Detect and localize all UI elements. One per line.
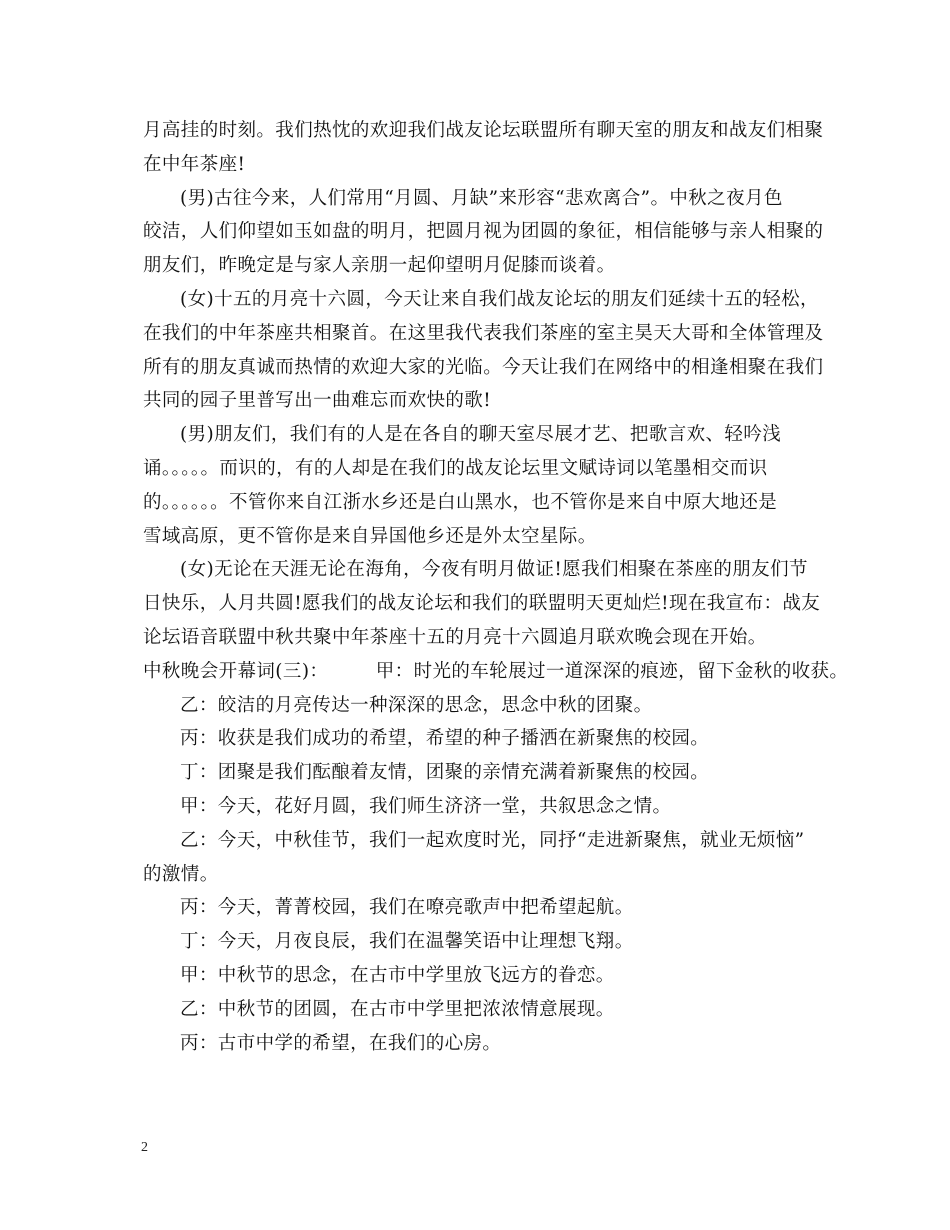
text-line: 论坛语音联盟中秋共聚中年茶座十五的月亮十六圆追月联欢晚会现在开始。 — [143, 626, 767, 648]
text-line: 日快乐，人月共圆!愿我们的战友论坛和我们的联盟明天更灿烂!现在我宣布：战友 — [143, 593, 821, 615]
text-line: 丙：古市中学的希望，在我们的心房。 — [180, 1032, 502, 1054]
text-line: 的激情。 — [143, 863, 219, 885]
text-line: (女)无论在天涯无论在海角，今夜有明月做证!愿我们相聚在茶座的朋友们节 — [180, 559, 808, 581]
text-line: 所有的朋友真诚而热情的欢迎大家的光临。今天让我们在网络中的相逢相聚在我们 — [143, 356, 824, 378]
text-line: 在我们的中年茶座共相聚首。在这里我代表我们茶座的室主昊天大哥和全体管理及 — [143, 322, 824, 344]
text-line: 诵。。。。。而识的，有的人却是在我们的战友论坛里文赋诗词以笔墨相交而识 — [143, 457, 768, 479]
text-line: 甲：中秋节的思念，在古市中学里放飞远方的眷恋。 — [180, 964, 615, 986]
document-body — [143, 114, 849, 1060]
text-line: 丁：团聚是我们酝酿着友情，团聚的亲情充满着新聚焦的校园。 — [180, 762, 710, 784]
page-number: 2 — [141, 1140, 148, 1155]
text-line: 共同的园子里普写出一曲难忘而欢快的歌! — [143, 390, 492, 412]
text-line: 乙：皎洁的月亮传达一种深深的思念，思念中秋的团聚。 — [180, 694, 653, 716]
text-line: 中秋晚会开幕词(三)： 甲：时光的车轮展过一道深深的痕迹，留下金秋的收获。 — [143, 660, 849, 682]
text-line: (女)十五的月亮十六圆，今天让来自我们战友论坛的朋友们延续十五的轻松， — [180, 288, 819, 310]
text-line: 月高挂的时刻。我们热忱的欢迎我们战友论坛联盟所有聊天室的朋友和战友们相聚 — [143, 120, 824, 141]
text-line: 朋友们，昨晚定是与家人亲朋一起仰望明月促膝而谈着。 — [143, 255, 616, 277]
text-line: 甲：今天，花好月圆，我们师生济济一堂，共叙思念之情。 — [180, 795, 672, 817]
text-line: 丙：收获是我们成功的希望，希望的种子播洒在新聚焦的校园。 — [180, 728, 710, 750]
text-line: (男)朋友们，我们有的人是在各自的聊天室尽展才艺、把歌言欢、轻吟浅 — [180, 424, 782, 446]
text-line: 雪域高原，更不管你是来自异国他乡还是外太空星际。 — [143, 525, 597, 547]
text-line: 乙：中秋节的团圆，在古市中学里把浓浓情意展现。 — [180, 998, 615, 1020]
text-line: 丙：今天，菁菁校园，我们在嘹亮歌声中把希望起航。 — [180, 897, 634, 919]
text-line: 丁：今天，月夜良辰，我们在温馨笑语中让理想飞翔。 — [180, 931, 634, 953]
text-line: 乙：今天，中秋佳节，我们一起欢度时光，同抒“走进新聚焦，就业无烦恼” — [180, 829, 805, 851]
text-line: 皎洁，人们仰望如玉如盘的明月，把圆月视为团圆的象征，相信能够与亲人相聚的 — [143, 221, 824, 243]
text-line: 的。。。。。。不管你来自江浙水乡还是白山黑水，也不管你是来自中原大地还是 — [143, 491, 778, 513]
text-line: (男)古往今来，人们常用“月圆、月缺”来形容“悲欢离合”。中秋之夜月色 — [180, 187, 783, 209]
text-line: 在中年茶座! — [143, 153, 246, 175]
